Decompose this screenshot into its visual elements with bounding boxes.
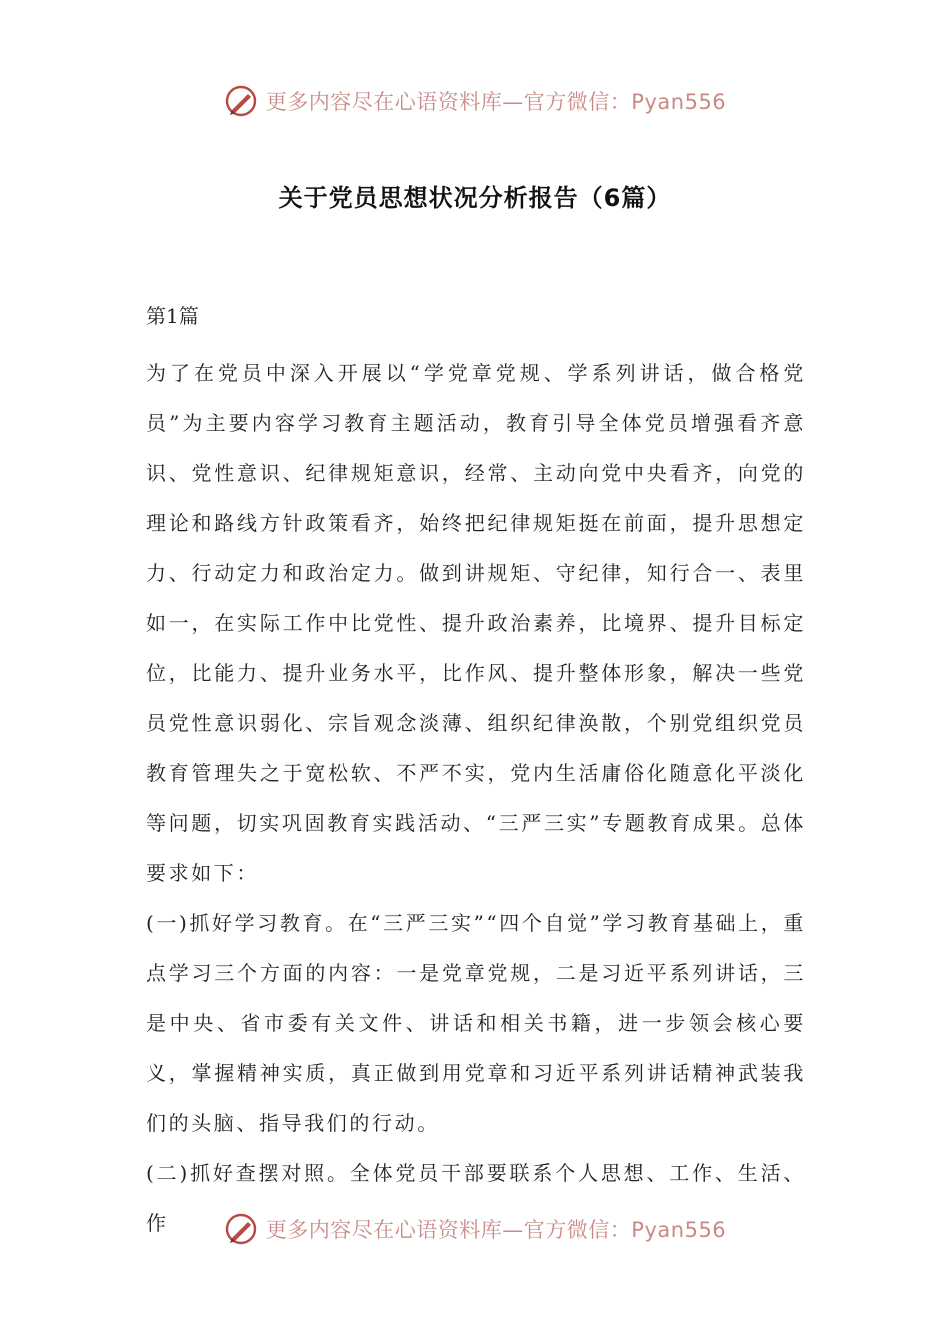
watermark-text: 更多内容尽在心语资料库—官方微信：Pyan556 [265,1218,727,1242]
document-body [146,298,806,1248]
watermark-header [0,84,950,118]
watermark-text: 更多内容尽在心语资料库—官方微信：Pyan556 [265,90,727,114]
pen-logo-icon [224,1212,258,1246]
chapter-label: 第1篇 [146,304,199,328]
paragraph: (一)抓好学习教育。在“三严三实”“四个自觉”学习教育基础上，重点学习三个方面的内容：一是党章党规，二是习近平系列讲话，三是中央、省市委有关文件、讲话和相关书籍，进一步领会核心要义，掌握精神实质，真正做到用党章和习近平系列讲话精神武装我们的头脑、指导我们的行动。 [146,911,806,1135]
paragraph: 为了在党员中深入开展以“学党章党规、学系列讲话，做合格党员”为主要内容学习教育主题活动，教育引导全体党员增强看齐意识、党性意识、纪律规矩意识，经常、主动向党中央看齐，向党的理论和路线方针政策看齐，始终把纪律规矩挺在前面，提升思想定力、行动定力和政治定力。做到讲规矩、守纪律，知行合一、表里如一，在实际工作中比党性、提升政治素养，比境界、提升目标定位，比能力、提升业务水平，比作风、提升整体形象，解决一些党员党性意识弱化、宗旨观念淡薄、组织纪律涣散，个别党组织党员教育管理失之于宽松软、不严不实，党内生活庸俗化随意化平淡化等问题，切实巩固教育实践活动、“三严三实”专题教育成果。总体要求如下： [146,361,806,885]
watermark-footer [0,1212,950,1246]
paragraph: (二)抓好查摆对照。全体党员干部要联系个人思想、工作、生活、作 [146,1161,806,1235]
document-title: 关于党员思想状况分析报告（6篇） [278,184,672,212]
pen-logo-icon [224,84,258,118]
